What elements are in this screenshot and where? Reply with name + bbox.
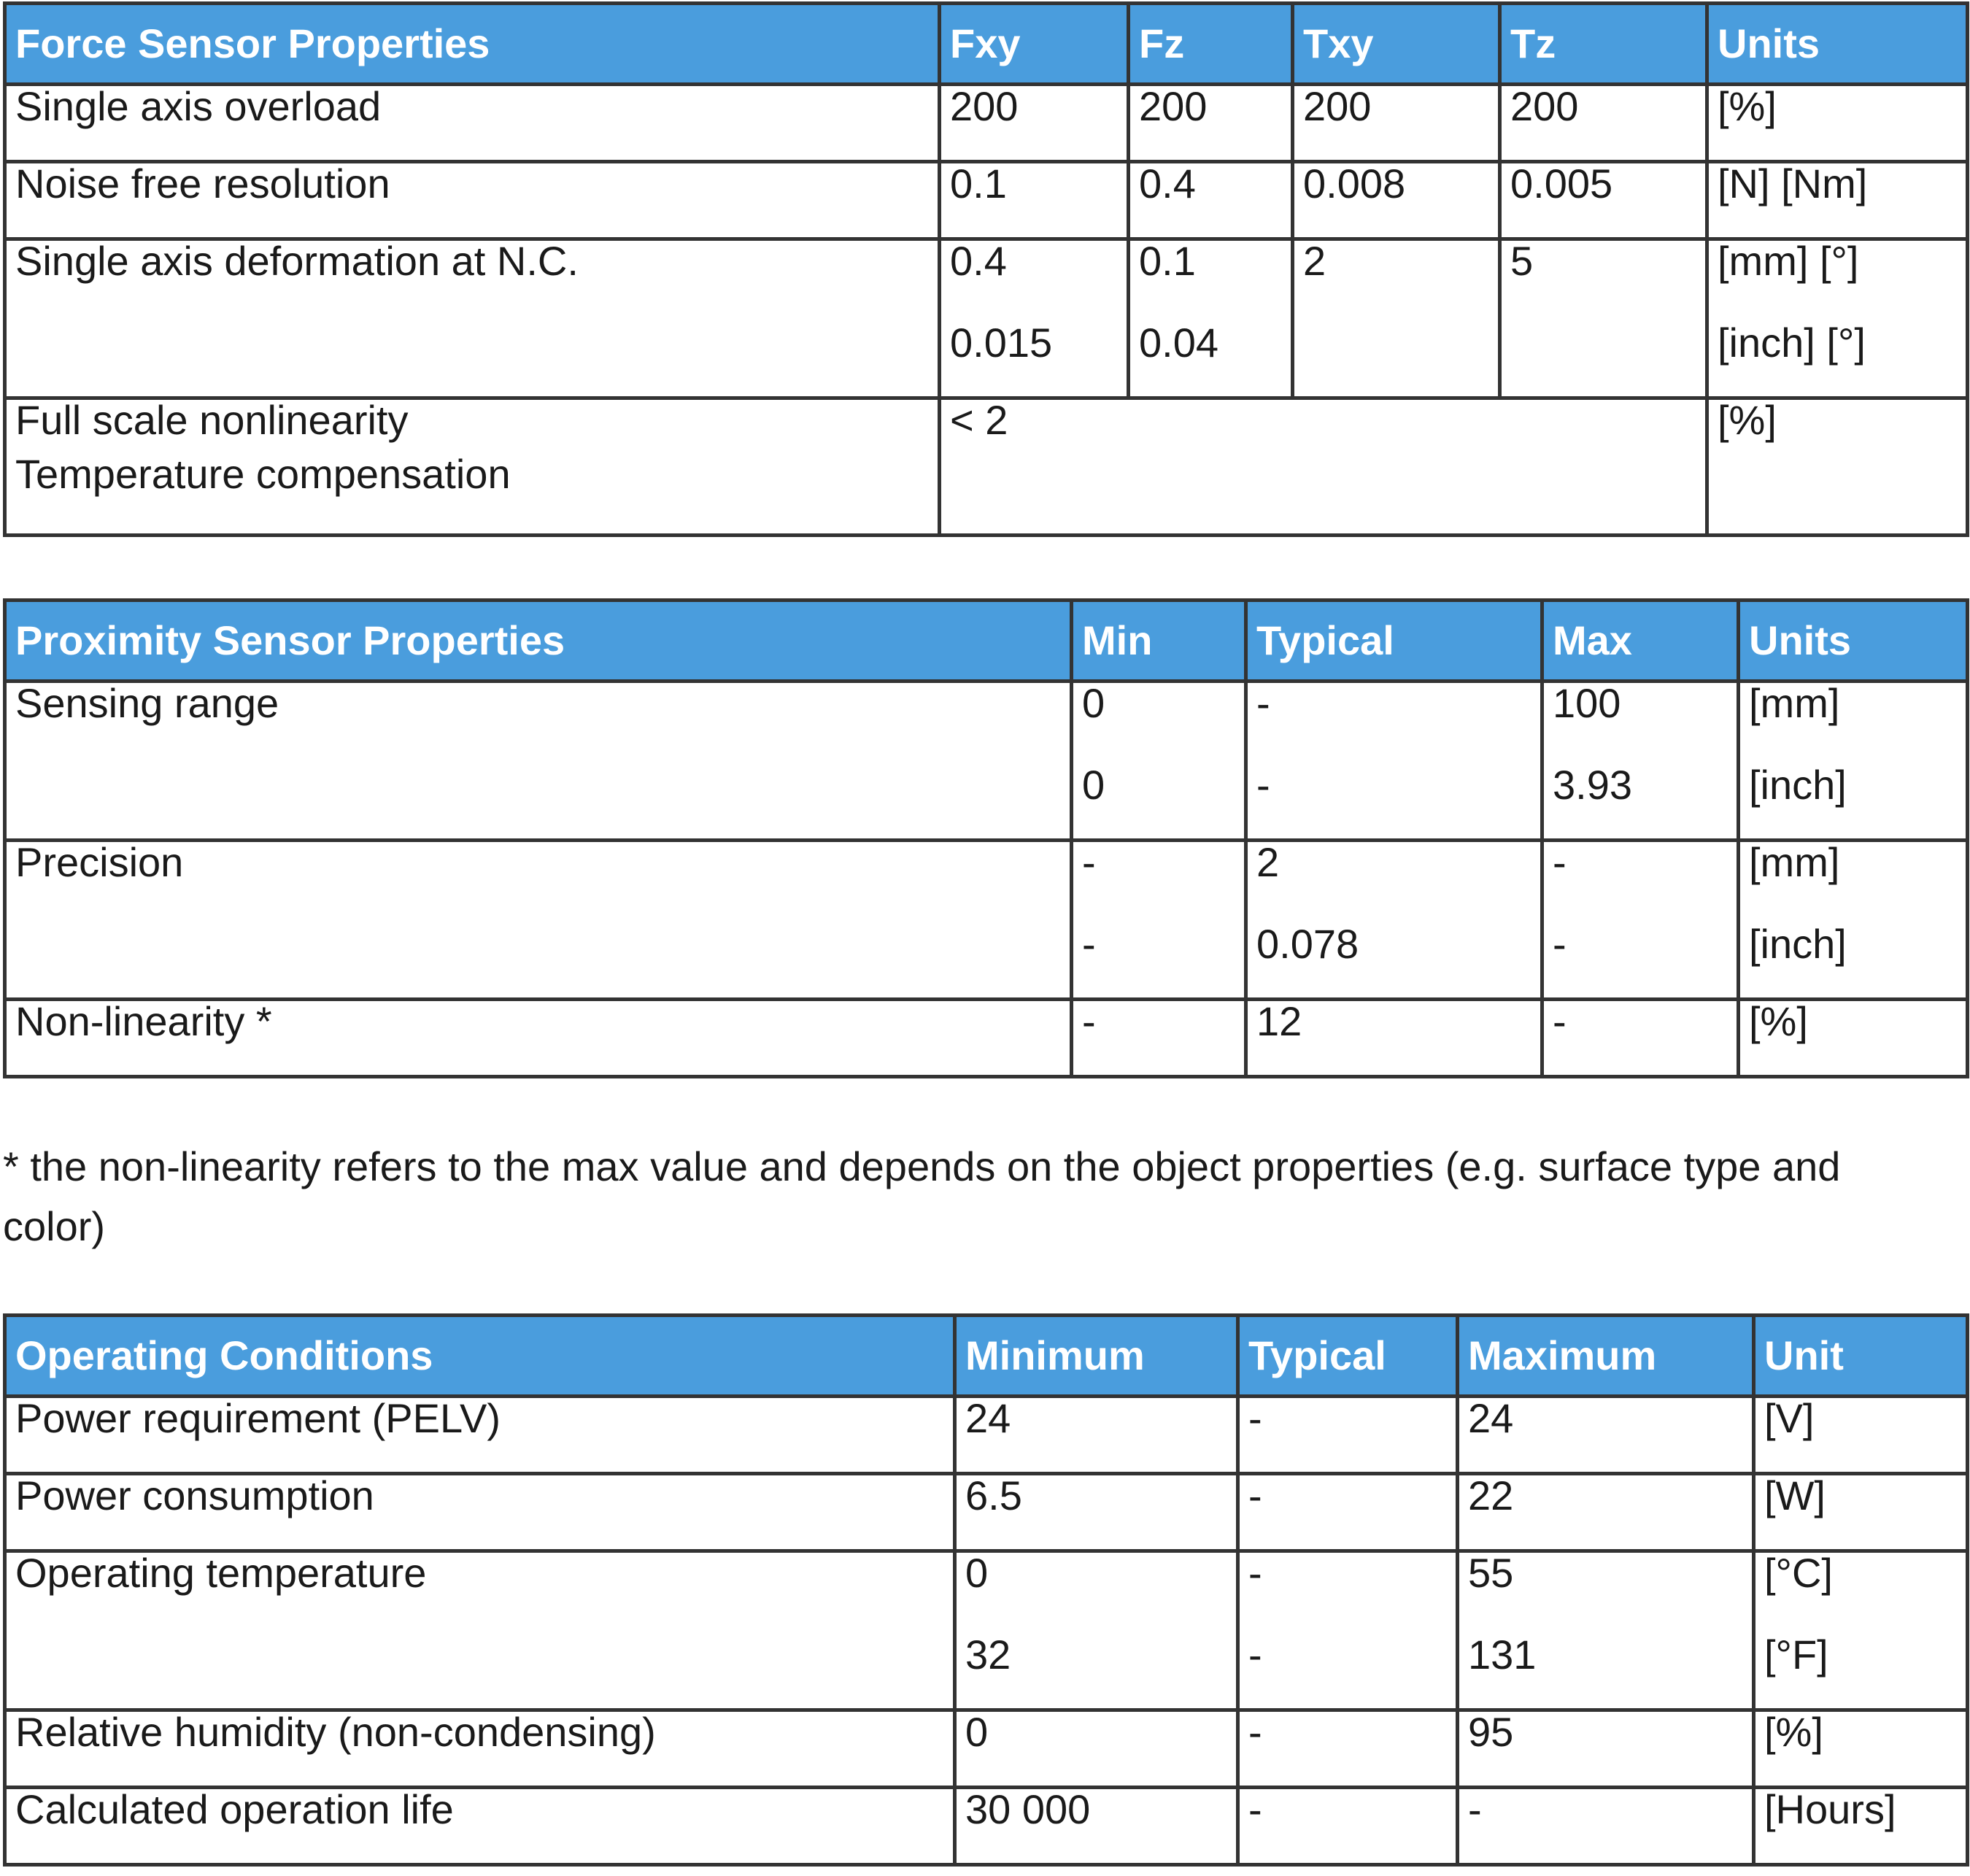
cell-line: [inch] [°] [1718,320,1866,366]
table-row [5,1788,1968,1865]
cell-line: - [1553,840,1567,885]
cell-value: 24 [1458,1397,1754,1474]
header-cell: Force Sensor Properties [5,4,940,85]
cell-value: 24 [955,1397,1238,1474]
cell-unit [1754,1551,1968,1710]
cell-line: [inch] [1749,921,1847,967]
row-label: Non-linearity * [5,1000,1072,1077]
header-cell: Fxy [940,4,1129,85]
cell-value [1238,1551,1458,1710]
row-label: Precision [5,841,1072,1000]
cell-value [1129,239,1293,398]
cell-line: - [1256,681,1270,726]
cell-line: 0.078 [1256,921,1359,967]
cell-value: 0.1 [940,162,1129,239]
force-sensor-table [3,1,1969,537]
cell-value: - [1238,1397,1458,1474]
header-cell: Max [1542,601,1739,682]
header-cell: Unit [1754,1316,1968,1397]
cell-line: Full scale nonlinearity [15,398,409,443]
cell-value: 0 [955,1710,1238,1788]
cell-line: [°C] [1764,1551,1833,1596]
cell-value: 200 [1500,85,1707,162]
cell-unit: [N] [Nm] [1707,162,1968,239]
row-label: Power requirement (PELV) [5,1397,955,1474]
cell-line: 0.4 [950,239,1007,284]
cell-unit [1707,239,1968,398]
header-cell: Units [1739,601,1968,682]
footnote: * the non-linearity refers to the max value and depends on the object properties (e.g. surface type and color) [3,1143,1841,1249]
cell-value: 200 [1293,85,1500,162]
table-row [5,1551,1968,1710]
table-row [5,1710,1968,1788]
cell-unit [1739,682,1968,841]
cell-value: 30 000 [955,1788,1238,1865]
header-cell: Minimum [955,1316,1238,1397]
cell-value: 0.4 [1129,162,1293,239]
header-cell: Fz [1129,4,1293,85]
table-row [5,1000,1968,1077]
row-label: Single axis deformation at N.C. [5,239,940,398]
cell-line: 0.1 [1139,239,1196,284]
table-row [5,85,1968,162]
row-label: Relative humidity (non-condensing) [5,1710,955,1788]
cell-line: 0 [1082,681,1105,726]
cell-line: - [1082,840,1096,885]
cell-unit [1739,841,1968,1000]
header-cell: Typical [1238,1316,1458,1397]
row-label: Calculated operation life [5,1788,955,1865]
cell-value: - [1238,1710,1458,1788]
header-cell: Typical [1246,601,1542,682]
cell-value [955,1551,1238,1710]
header-cell: Tz [1500,4,1707,85]
cell-value [1542,682,1739,841]
cell-value: 2 [1293,239,1500,398]
row-label [5,398,940,536]
cell-unit: [%] [1707,398,1968,536]
cell-line: - [1082,921,1096,967]
row-label: Single axis overload [5,85,940,162]
table-row [5,239,1968,398]
cell-unit: [%] [1754,1710,1968,1788]
cell-line: 3.93 [1553,762,1632,808]
table-row [5,162,1968,239]
cell-line: [inch] [1749,762,1847,808]
cell-value [1542,841,1739,1000]
header-cell: Operating Conditions [5,1316,955,1397]
cell-value: 95 [1458,1710,1754,1788]
cell-value [940,239,1129,398]
cell-value: 200 [940,85,1129,162]
cell-unit: [%] [1707,85,1968,162]
row-label: Operating temperature [5,1551,955,1710]
cell-value: - [1458,1788,1754,1865]
cell-line: - [1248,1551,1262,1596]
cell-value: - [1238,1474,1458,1551]
table-header-row [5,1316,1968,1397]
cell-value: - [1542,1000,1739,1077]
row-label: Power consumption [5,1474,955,1551]
table-row [5,398,1968,536]
table-row [5,1397,1968,1474]
cell-value [1246,841,1542,1000]
cell-value: 6.5 [955,1474,1238,1551]
header-cell: Txy [1293,4,1500,85]
proximity-sensor-table [3,598,1969,1078]
cell-value: 12 [1246,1000,1542,1077]
cell-unit: [W] [1754,1474,1968,1551]
cell-value: - [1072,1000,1246,1077]
cell-value: 5 [1500,239,1707,398]
cell-line: - [1553,921,1567,967]
cell-value: < 2 [940,398,1707,536]
cell-value [1072,841,1246,1000]
header-cell: Maximum [1458,1316,1754,1397]
table-row [5,841,1968,1000]
operating-conditions-table [3,1313,1969,1867]
cell-line: Temperature compensation [15,451,511,497]
header-cell: Units [1707,4,1968,85]
cell-value [1072,682,1246,841]
table-header-row [5,4,1968,85]
cell-line: - [1256,762,1270,808]
cell-line: [°F] [1764,1632,1828,1678]
table-header-row [5,601,1968,682]
cell-line: 0.04 [1139,320,1218,366]
row-label: Noise free resolution [5,162,940,239]
header-cell: Min [1072,601,1246,682]
cell-line: 131 [1468,1632,1537,1678]
cell-value: 200 [1129,85,1293,162]
cell-line: 100 [1553,681,1621,726]
cell-value: 0.008 [1293,162,1500,239]
cell-value: 22 [1458,1474,1754,1551]
cell-line: 0 [965,1551,989,1596]
table-row [5,1474,1968,1551]
cell-value: - [1238,1788,1458,1865]
table-row [5,682,1968,841]
cell-unit: [%] [1739,1000,1968,1077]
cell-line: [mm] [1749,681,1840,726]
row-label: Sensing range [5,682,1072,841]
cell-value: 0.005 [1500,162,1707,239]
cell-unit: [V] [1754,1397,1968,1474]
cell-line: 0.015 [950,320,1053,366]
cell-line: 2 [1256,840,1280,885]
cell-line: [mm] [°] [1718,239,1859,284]
cell-line: [mm] [1749,840,1840,885]
cell-line: - [1248,1632,1262,1678]
cell-unit: [Hours] [1754,1788,1968,1865]
cell-value [1246,682,1542,841]
cell-line: 55 [1468,1551,1514,1596]
header-cell: Proximity Sensor Properties [5,601,1072,682]
cell-line: 32 [965,1632,1011,1678]
cell-value [1458,1551,1754,1710]
cell-line: 0 [1082,762,1105,808]
